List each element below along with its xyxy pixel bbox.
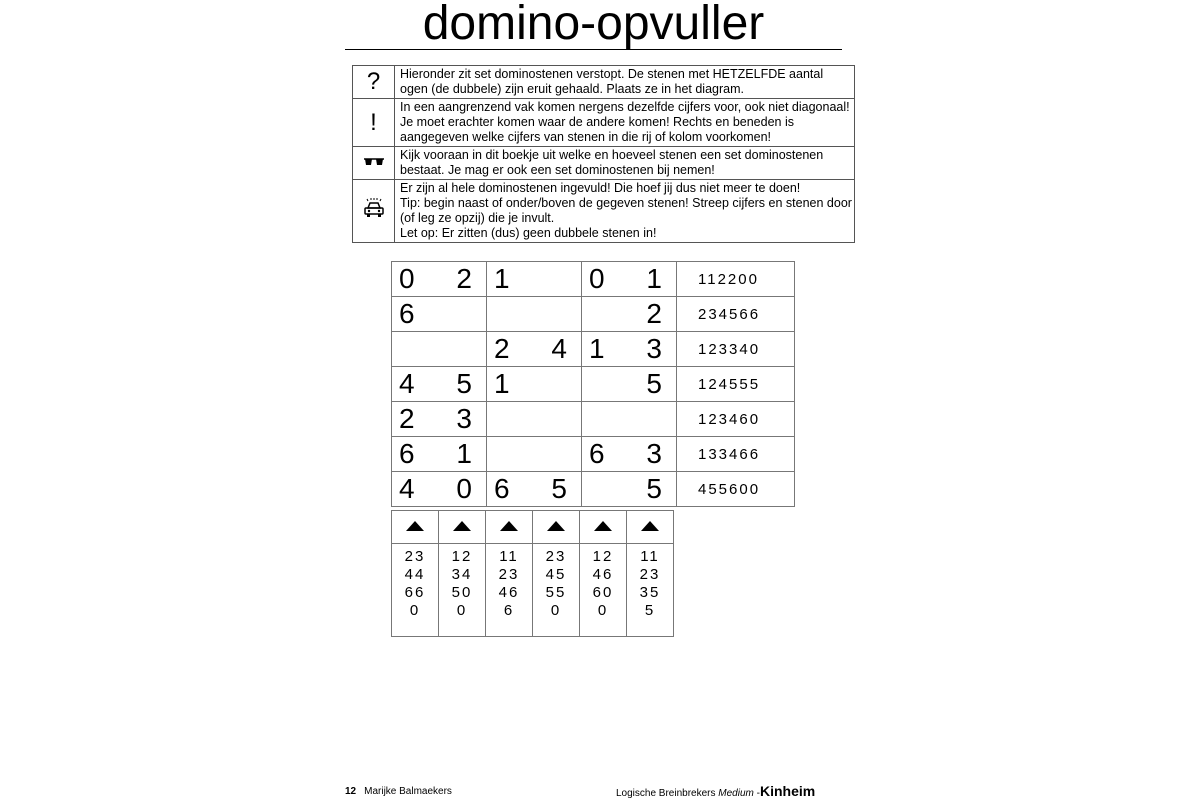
column-hint-line: 0: [597, 602, 609, 619]
up-arrow-icon: [453, 521, 471, 531]
grid-cell[interactable]: [582, 472, 677, 507]
column-hint-line: 44: [404, 566, 426, 583]
cell-digit-left: 6: [399, 438, 415, 469]
rule-row: [353, 147, 855, 180]
cell-digit-left: 0: [399, 263, 415, 294]
domino-grid: [391, 261, 795, 507]
cell-digit-right: 1: [456, 438, 472, 469]
up-arrow-icon: [406, 521, 424, 531]
rule-text: In een aangrenzend vak komen nergens dezelfde cijfers voor, ook niet diagonaal! Je moet erachter komen waar de andere komen! Rechts en beneden is aangegeven welke cijfers van stenen in die rij of kolom voorkomen!: [395, 99, 855, 147]
exclamation-mark-icon: [353, 99, 395, 147]
cell-digit-left: 1: [494, 263, 510, 294]
column-hint-line: 0: [456, 602, 468, 619]
cell-digit-left: 1: [494, 368, 510, 399]
grid-cell[interactable]: [487, 332, 582, 367]
cell-digit-left: 6: [589, 438, 605, 469]
column-hint-line: 12: [451, 548, 473, 565]
grid-cell[interactable]: [582, 402, 677, 437]
cell-digit-left: 2: [494, 333, 510, 364]
grid-row: [392, 262, 795, 297]
grid-cell[interactable]: [392, 332, 487, 367]
column-hint-line: 34: [451, 566, 473, 583]
grid-cell[interactable]: [582, 332, 677, 367]
cell-digit-right: 4: [551, 333, 567, 364]
cell-digit-left: 4: [399, 368, 415, 399]
row-hint: 234566: [677, 297, 795, 332]
cell-digit-left: 2: [399, 403, 415, 434]
column-hint-line: 23: [404, 548, 426, 565]
author: Marijke Balmaekers: [364, 786, 452, 797]
column-hint-arrow: [580, 511, 627, 544]
row-hint: 124555: [677, 367, 795, 402]
rule-row: [353, 99, 855, 147]
title-divider: [345, 49, 842, 50]
cell-digit-right: 3: [456, 403, 472, 434]
column-hint-arrow: [533, 511, 580, 544]
grid-cell[interactable]: [582, 297, 677, 332]
grid-cell[interactable]: [392, 472, 487, 507]
up-arrow-icon: [594, 521, 612, 531]
column-hint-line: 35: [639, 584, 661, 601]
column-hint-line: 46: [498, 584, 520, 601]
page-title: domino-opvuller: [422, 0, 765, 50]
grid-row: [392, 367, 795, 402]
grid-cell[interactable]: [392, 367, 487, 402]
column-hint: [580, 544, 627, 637]
up-arrow-icon: [500, 521, 518, 531]
column-hint-line: 11: [499, 548, 519, 565]
column-hint-line: 55: [545, 584, 567, 601]
column-hint-arrow: [392, 511, 439, 544]
column-hint-line: 6: [503, 602, 515, 619]
grid-cell[interactable]: [392, 297, 487, 332]
row-hint: 133466: [677, 437, 795, 472]
column-hint-line: 66: [404, 584, 426, 601]
column-hint-line: 23: [498, 566, 520, 583]
column-hint-line: 45: [545, 566, 567, 583]
column-hint: [627, 544, 674, 637]
grid-cell[interactable]: [487, 472, 582, 507]
column-hint-line: 0: [409, 602, 421, 619]
column-hint: [439, 544, 486, 637]
column-hint-arrow: [486, 511, 533, 544]
cell-digit-left: 1: [589, 333, 605, 364]
rule-text: Kijk vooraan in dit boekje uit welke en hoeveel stenen een set dominostenen bestaat. Je mag er ook een set dominostenen bij nemen!: [395, 147, 855, 180]
footer-left: [345, 786, 452, 798]
difficulty-level: Medium: [718, 788, 754, 799]
book-title: Logische Breinbrekers: [616, 788, 716, 799]
grid-cell[interactable]: [582, 262, 677, 297]
column-hint-line: 0: [550, 602, 562, 619]
page-number: 12: [345, 786, 357, 797]
question-mark-icon: [353, 66, 395, 99]
grid-cell[interactable]: [487, 367, 582, 402]
cell-digit-left: 6: [399, 298, 415, 329]
rule-row: [353, 180, 855, 243]
column-hint-line: 50: [451, 584, 473, 601]
grid-row: [392, 437, 795, 472]
footer-separator: -: [756, 788, 760, 799]
cell-digit-left: 4: [399, 473, 415, 504]
cell-digit-right: 3: [646, 438, 662, 469]
rule-text: Hieronder zit set dominostenen verstopt. De stenen met HETZELFDE aantal ogen (de dubbele) zijn eruit gehaald. Plaats ze in het diagram.: [395, 66, 855, 99]
footer-right: [616, 783, 815, 802]
row-hint: 123460: [677, 402, 795, 437]
grid-cell[interactable]: [487, 262, 582, 297]
row-hint: 123340: [677, 332, 795, 367]
up-arrow-icon: [547, 521, 565, 531]
rule-symbol: !: [370, 108, 377, 136]
grid-cell[interactable]: [392, 437, 487, 472]
cell-digit-right: 0: [456, 473, 472, 504]
cell-digit-right: 5: [456, 368, 472, 399]
grid-cell[interactable]: [487, 437, 582, 472]
cell-digit-right: 2: [456, 263, 472, 294]
rule-line: Er zijn al hele dominostenen ingevuld! Die hoef jij dus niet meer te doen!: [400, 181, 801, 195]
grid-row: [392, 332, 795, 367]
column-hint-line: 23: [639, 566, 661, 583]
column-hint-arrow: [439, 511, 486, 544]
cell-digit-right: 5: [646, 368, 662, 399]
column-hint: [533, 544, 580, 637]
column-hint: [392, 544, 439, 637]
grid-row: [392, 297, 795, 332]
up-arrow-icon: [641, 521, 659, 531]
column-hint: [486, 544, 533, 637]
grid-cell[interactable]: [487, 402, 582, 437]
column-hint-arrow: [627, 511, 674, 544]
cell-digit-right: 1: [646, 263, 662, 294]
row-hint: 455600: [677, 472, 795, 507]
rule-line: Let op: Er zitten (dus) geen dubbele stenen in!: [400, 226, 657, 240]
column-hint-line: 60: [592, 584, 614, 601]
column-hint-line: 23: [545, 548, 567, 565]
cell-digit-right: 5: [551, 473, 567, 504]
column-hint-line: 12: [592, 548, 614, 565]
column-hint-line: 11: [640, 548, 660, 565]
grid-row: [392, 472, 795, 507]
sunglasses-icon: [353, 147, 395, 180]
column-hint-line: 46: [592, 566, 614, 583]
grid-cell[interactable]: [582, 367, 677, 402]
rule-symbol: ?: [366, 68, 381, 95]
grid-cell[interactable]: [392, 262, 487, 297]
rule-text: [395, 180, 855, 243]
publisher-name: Kinheim: [759, 783, 816, 799]
row-hint: 112200: [677, 262, 795, 297]
rule-line: Tip: begin naast of onder/boven de gegeven stenen! Streep cijfers en stenen door (of leg ze opzij) die je invult.: [400, 196, 852, 225]
cell-digit-right: 3: [646, 333, 662, 364]
cell-digit-left: 0: [589, 263, 605, 294]
column-hints: [391, 510, 674, 637]
cell-digit-left: 6: [494, 473, 510, 504]
rules-box: [352, 65, 855, 243]
car-icon: [353, 180, 395, 243]
grid-cell[interactable]: [487, 297, 582, 332]
grid-row: [392, 402, 795, 437]
column-hint-line: 5: [644, 602, 656, 619]
cell-digit-right: 5: [646, 473, 662, 504]
grid-cell[interactable]: [582, 437, 677, 472]
grid-cell[interactable]: [392, 402, 487, 437]
rule-row: [353, 66, 855, 99]
cell-digit-right: 2: [646, 298, 662, 329]
